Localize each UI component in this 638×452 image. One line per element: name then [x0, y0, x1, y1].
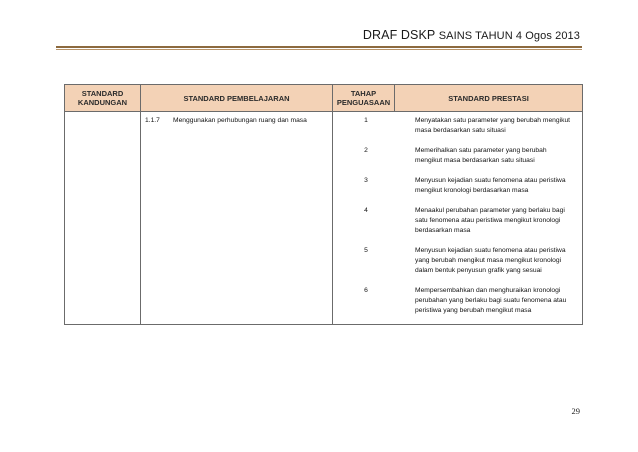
- cell-levels: [333, 112, 583, 325]
- performance-level-number: 5: [364, 247, 368, 254]
- header-tahap-penguasaan: TAHAP PENGUASAAN: [333, 85, 395, 112]
- performance-level-row: [333, 286, 582, 316]
- table-header-row: [65, 85, 583, 112]
- performance-level-row: [333, 246, 582, 276]
- learning-standard-text: Menggunakan perhubungan ruang dan masa: [173, 117, 307, 124]
- performance-level-number: 1: [364, 117, 368, 124]
- performance-level-row: [333, 206, 582, 236]
- performance-level-description: Menyatakan satu parameter yang berubah mengikut masa berdasarkan satu situasi: [415, 117, 571, 134]
- header-standard-pembelajaran: STANDARD PEMBELAJARAN: [141, 85, 333, 112]
- document-title-sub: SAINS TAHUN 4 Ogos 2013: [438, 30, 580, 42]
- document-title: [363, 28, 580, 42]
- cell-standard-kandungan: [65, 112, 141, 325]
- cell-standard-pembelajaran: [141, 112, 333, 325]
- performance-level-row: [333, 146, 582, 166]
- performance-level-description: Menyusun kejadian suatu fenomena atau peristiwa yang berubah mengikut masa mengikut kronologi dalam bentuk penyusun grafik yang sesuai: [415, 247, 566, 274]
- performance-level-description: Memerihalkan satu parameter yang berubah mengikut masa berdasarkan satu situasi: [415, 147, 547, 164]
- header-rule: [56, 46, 582, 48]
- header-standard-kandungan: STANDARD KANDUNGAN: [65, 85, 141, 112]
- performance-level-description: Menaakul perubahan parameter yang berlaku bagi satu fenomena atau peristiwa mengikut kronologi berdasarkan masa: [415, 207, 565, 234]
- document-title-main: DRAF DSKP: [362, 28, 436, 42]
- performance-level-description: Mempersembahkan dan menghuraikan kronologi perubahan yang berlaku bagi suatu fenomena atau peristiwa yang berubah mengikut masa: [415, 287, 567, 314]
- header-standard-prestasi: STANDARD PRESTASI: [395, 85, 583, 112]
- performance-level-number: 3: [364, 177, 368, 184]
- header-rule-thin: [56, 49, 582, 50]
- learning-standard-code: 1.1.7: [145, 117, 160, 124]
- performance-level-description: Menyusun kejadian suatu fenomena atau peristiwa mengikut kronologi berdasarkan masa: [415, 177, 566, 194]
- dskp-table: [64, 84, 583, 325]
- performance-level-row: [333, 176, 582, 196]
- performance-level-number: 6: [364, 287, 368, 294]
- performance-level-list: [333, 112, 582, 324]
- page-number: 29: [571, 406, 580, 416]
- table-row: [65, 112, 583, 325]
- performance-level-row: [333, 116, 582, 136]
- performance-level-number: 2: [364, 147, 368, 154]
- performance-level-number: 4: [364, 207, 368, 214]
